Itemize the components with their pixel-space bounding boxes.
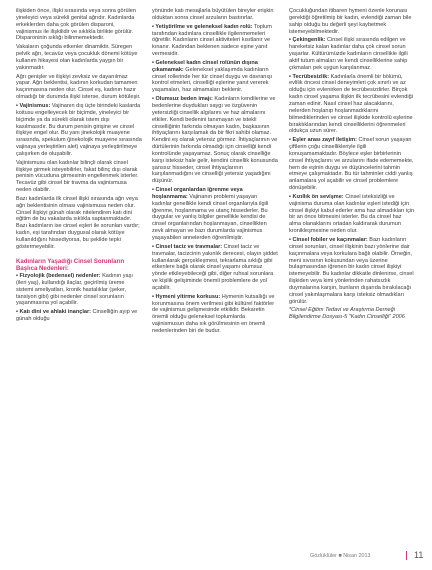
bullet-body: Cinsel taciz ve travmalar, tacizcinin yakınlık derecesi, olayın şiddet kullanılarak gerçekleşmesi, tekrarlama sıklığı gibi etkenlere bağlı olarak cinsel yaşamı olumsuz yönde etkileyebileceği gibi, diğer ruhsal sorunlara ve kişilik gelişiminde önemli problemlere de yol açabilir. xyxy=(152,243,278,291)
paragraph: Bazı kadınlarda ilk cinsel ilişki sırasında ağrı veya ağrı beklentisinin olması vajinismusa neden olur. Cinsel ilişkiyi günah olarak nitelendiren katı dini eğitim de bu vakalarda sıklıkla saptanmaktadır. Bazı kadınların ise cinsel eşleri ile sorunları vardır; kadın, eşi tarafından duygusal olarak kötüye kullanıldığını hissediyorsa, bu şekilde tepki göstermeyebilir. xyxy=(16,195,140,250)
paragraph: Vajinismusu olan kadınlar bilinçli olarak cinsel ilişkiye girmek isteyebilirler, fakat bilinç dışı olarak penisin vücuduna girmesinin engellenmek isterler. Tecavüz gibi cinsel bir travma da vajinismusa neden olabilir. xyxy=(16,159,139,194)
bullet-item xyxy=(289,37,415,71)
bullet-item xyxy=(289,237,415,305)
bullet-body: Cinsel isteksizliği ve vajinisma duruma olan kadınlar eşleri istediği için cinsel ilişkiyi kabul ederler ama haz almadıkları için bir an önce bitmesini isterler. Bu da cinsel haz alma olanaklarını ortadan kaldırarak durumun kronikleşmesine neden olur. xyxy=(289,193,415,235)
bullet-title: • Katı dini ve ahlaki inançlar: xyxy=(16,309,91,316)
term-title: • Vajinismus: xyxy=(16,102,51,109)
text-column-2 xyxy=(152,8,278,337)
paragraph: yönünde katı mesajlarla büyütülen bireyler erişkin olduktan sonra cinsel arzuların bastırırlar. xyxy=(152,8,274,21)
bullet-title: • Yetiştirilme ve geleneksel kadın rolü: xyxy=(152,23,253,30)
bullet-title: • Çekingenlik: xyxy=(289,37,326,44)
text-column-1 xyxy=(16,8,142,325)
bullet-body: Geleneksel yaklaşımda kadınların cinsel rollerinde her tür cinsel duygu ve davranışı kontrol etmeleri, cinselliği eşlerine yanıt vererek yaşamaları, haz almamaları beklenir. xyxy=(152,66,273,94)
bullet-title: • Hymeni yitirme korkusu: xyxy=(152,293,221,300)
paragraph: Çocukluğundan itibaren hymeni özenle korunası gerektiği öğretilmiş bir kadın, evlendiği zaman bile sahip olduğu bu değerli şeyi kaybetmek istemeyebilmektedir. xyxy=(289,8,412,35)
bullet-body: Hymenin kutsallığı ve korunmasına önem verilmesi gibi kültürel faktörler de vajinismus gelişmesinde etkilidir. Bekaretin önemli olduğu geleneksel toplumlarda vajinismusun daha sık görülmesinin en önemli nedenlerinden biri de budur. xyxy=(152,293,275,334)
term-body: Vajinanın dış üçte birindeki kaslarda koitusu engelleyecek bir biçimde, yineleyici bir biçimde ya da sürekli olarak istem dışı kasılmasıdır. Bu durum penisin girişine ve cinsel ilişkiye engel olur. Bu yanı jinekolojik muayene sırasında, spekulum (jinekolojik muayene sırasında vajinaya yerleştirilen alet) vajinaya yerleştirilmeye çalışırken de oluşabilir. xyxy=(16,102,142,157)
text-column-3 xyxy=(289,8,415,323)
bullet-title: • Tecrübesizlik: xyxy=(289,73,330,80)
bullet-body: Kadınlarla önemli bir bölümü, evlilik öncesi cinsel deneyimleri çok sınırlı ve az olduğu için evlenirken de tecrübesizdirler. Birçok kadın cinsel yaşama ilişkin ilk tecrübesini evlendiği zaman edinir. Nasıl cinsel haz alacaklarını, nelerden hoşlanıp hoşlanmadıklarını bilmediklerinden ve cinsel ilişkide kontrolü eşlerine bıraktıklarından kendi cinselliklerini öğrenmeleri oldukça uzun sürer. xyxy=(289,73,413,135)
bullet-item xyxy=(152,187,278,242)
bullet-title: • Geleneksel kadın cinsel rolünün dışına çıkamamak: xyxy=(152,59,258,73)
bullet-title: • Cinsel organlardan iğrenme veya hoşlanmama: xyxy=(152,187,243,200)
bullet-title: • Fizyolojik (bedensel) nedenler: xyxy=(16,273,101,280)
bullet-item xyxy=(16,273,142,307)
bullet-title: • Cinsel fobiler ve kaçınmalar: xyxy=(289,237,368,243)
bullet-body: Cinsel sorun yaşayan çiftlerin çoğu cinsellikleriyle ilgili konuşamamaktadır. Böylece eşler birbirlerinin cinsel ihtiyaçlarını ve arzularını ifade edememekte, hem de eşinin duygu ve düşüncelerini tahmin etmeye çalışmaktadır. Bu tür tahminler ciddi yanlış anlamalara yol açabilir ve cinsel problemlere dönüşebilir. xyxy=(289,137,414,192)
bullet-title: • Kızıllık ön sevişme: xyxy=(289,193,344,200)
bullet-item xyxy=(152,24,278,58)
bullet-body: Kadının yaşı (ileri yaş), kullandığı ilaçlar, geçirilmiş üreme sistemi ameliyatları, kronik hastalıklar (şeker, tansiyon gibi) gibi nedenler cinsel sorunların yaşanmasına yol açabilir. xyxy=(16,273,133,307)
bullet-body: Cinsel ilişki sırasında edilgen ve hareketsiz kalan kadınlar daha çok cinsel sorun yaşarlar. Kültürümüzde kadınların cinsellikle ilgili aktif tutum almaları ve kendi cinselliklerine sahip çıkmaları pek uygun karşılanmaz. xyxy=(289,37,408,71)
bullet-title: • Cinsel taciz ve travmalar: xyxy=(152,243,223,250)
bullet-item xyxy=(152,294,278,335)
bullet-item xyxy=(152,60,278,94)
page-number: 11 xyxy=(414,550,424,560)
paragraph: Ağrı genişler ve ilişkiyi zevksiz ve dayanılmaz yapar. Ağrı beklentisi, kadının korkudan tamamen kaçınmasına neden olur. Cinsel eş, kadının hazır olmadığı bir durumda ilişki isterse, durum kötüleşir. xyxy=(16,73,141,101)
paragraph: ilişkiden önce, ilişki sırasında veya sonra görülen yineleyici veya sürekli genital ağrıdır. Kadınlarda erkeklerden daha çok görülen disparoni, vajinismus ile ilişkilidir ve sıklıkla birlikte görülür. Disparoninin sıklığı bilinmemektedir. xyxy=(16,8,136,42)
bullet-body: Vajinanın problemi yaşayan kadınlar genellikle kendi cinsel organlarıyla ilgili iğrenme, hoşlanmama ve utanç hissederler. Bu duygular ve yanlış bilgiler genellikle kendisi de cinsel organlarından hoşlanmayan, cinsellikten zevk almayan ve bazı durumlarda vajinismus yaşayabilen annelerden öğrenilmiştir. xyxy=(152,193,269,241)
bullet-body: Kadınların kendilerine ve bedenlerine duydukları saygı ve özgüvenin yetersizliği cinsellik algılarını ve haz almalarını etkiler. Kendi bedenini tanımayan ve istekli cinselliğinin farkında olmayan kadın, başkasının ihtiyaçlarını karşılamak da bir fikri sahibi olamaz. Kendini eş olarak yetersiz görmez. İhtiyaçlarının ve dürtülerinin farkında olmadığı için cinselliği kendi kontrolünde yaşayamaz. Sonuç olarak cinselliğe karşı isteksiz hale gelir, kendini cinsellik konusunda şanssız hisseder, cinsel ihtiyaçlarının karşılanmadığını ve cinselliği yetersiz yaşadığını düşünür. xyxy=(152,96,278,185)
bullet-item xyxy=(16,309,142,323)
bullet-body: Bazı kadınların cinsel sorunları, cinsel ilişkinin bazı yönlerine dair kaçınmalara veya korkulara bağlı olabilir. Örneğin, meni sıvısının kokusundan veya üzerine bulaşmasından iğrenen bir kadın cinsel ilişkiyi istemeyebilir. Bu kadınlar dikkatle dinlenirse, cinsel ilişkiden veya kimi yönlerinden rahatsızlık duymalarına karşın, bunların dışarıda bırakılacağı cinsel yakınlaşmalara karşı isteksiz olmadıkları görülür. xyxy=(289,237,414,305)
bullet-title: • Olumsuz beden imajı: xyxy=(152,96,213,103)
footer-divider xyxy=(406,551,407,560)
bullet-body: Toplum tarafından kadınlara cinsellikle ilgilenmemeleri öğretilir. Kadınların cinsel aktiviteleri kısıtlanır ve kınanır. Kadından beklenen sadece eşine yanıt vermesidir. xyxy=(152,23,272,58)
bullet-item xyxy=(152,96,278,185)
bullet-item xyxy=(289,74,415,136)
source-citation: *Cinsel Eğitim Tedavi ve Araştırma Derneği Bilgilendirme Dosyası-5 "Kadın Cinselliği" 2006 xyxy=(289,307,405,321)
section-heading: Kadınların Yaşadığı Cinsel Sorunların Başlıca Nedenleri: xyxy=(16,257,125,272)
bullet-item xyxy=(289,137,415,192)
page-footer xyxy=(310,550,430,562)
vaginismus-paragraph xyxy=(16,103,142,158)
paragraph: Vakaların çoğunda etkenler dinamiktir. Süregen pelvik ağrı, tecavüz veya çocukluk dönemi kötüye kullanım hikayesi olan kadınlarda yaygın bir yakınmadır. xyxy=(16,44,138,71)
bullet-item xyxy=(152,244,278,292)
bullet-body: Cinselliğin ayıp ve günah olduğu xyxy=(16,309,138,323)
bullet-item xyxy=(289,194,415,235)
bullet-title: • Eşler arası zayıf iletişim: xyxy=(289,137,357,144)
magazine-issue-label: Gözlüklüler ■ Nisan 2013 xyxy=(310,553,371,559)
